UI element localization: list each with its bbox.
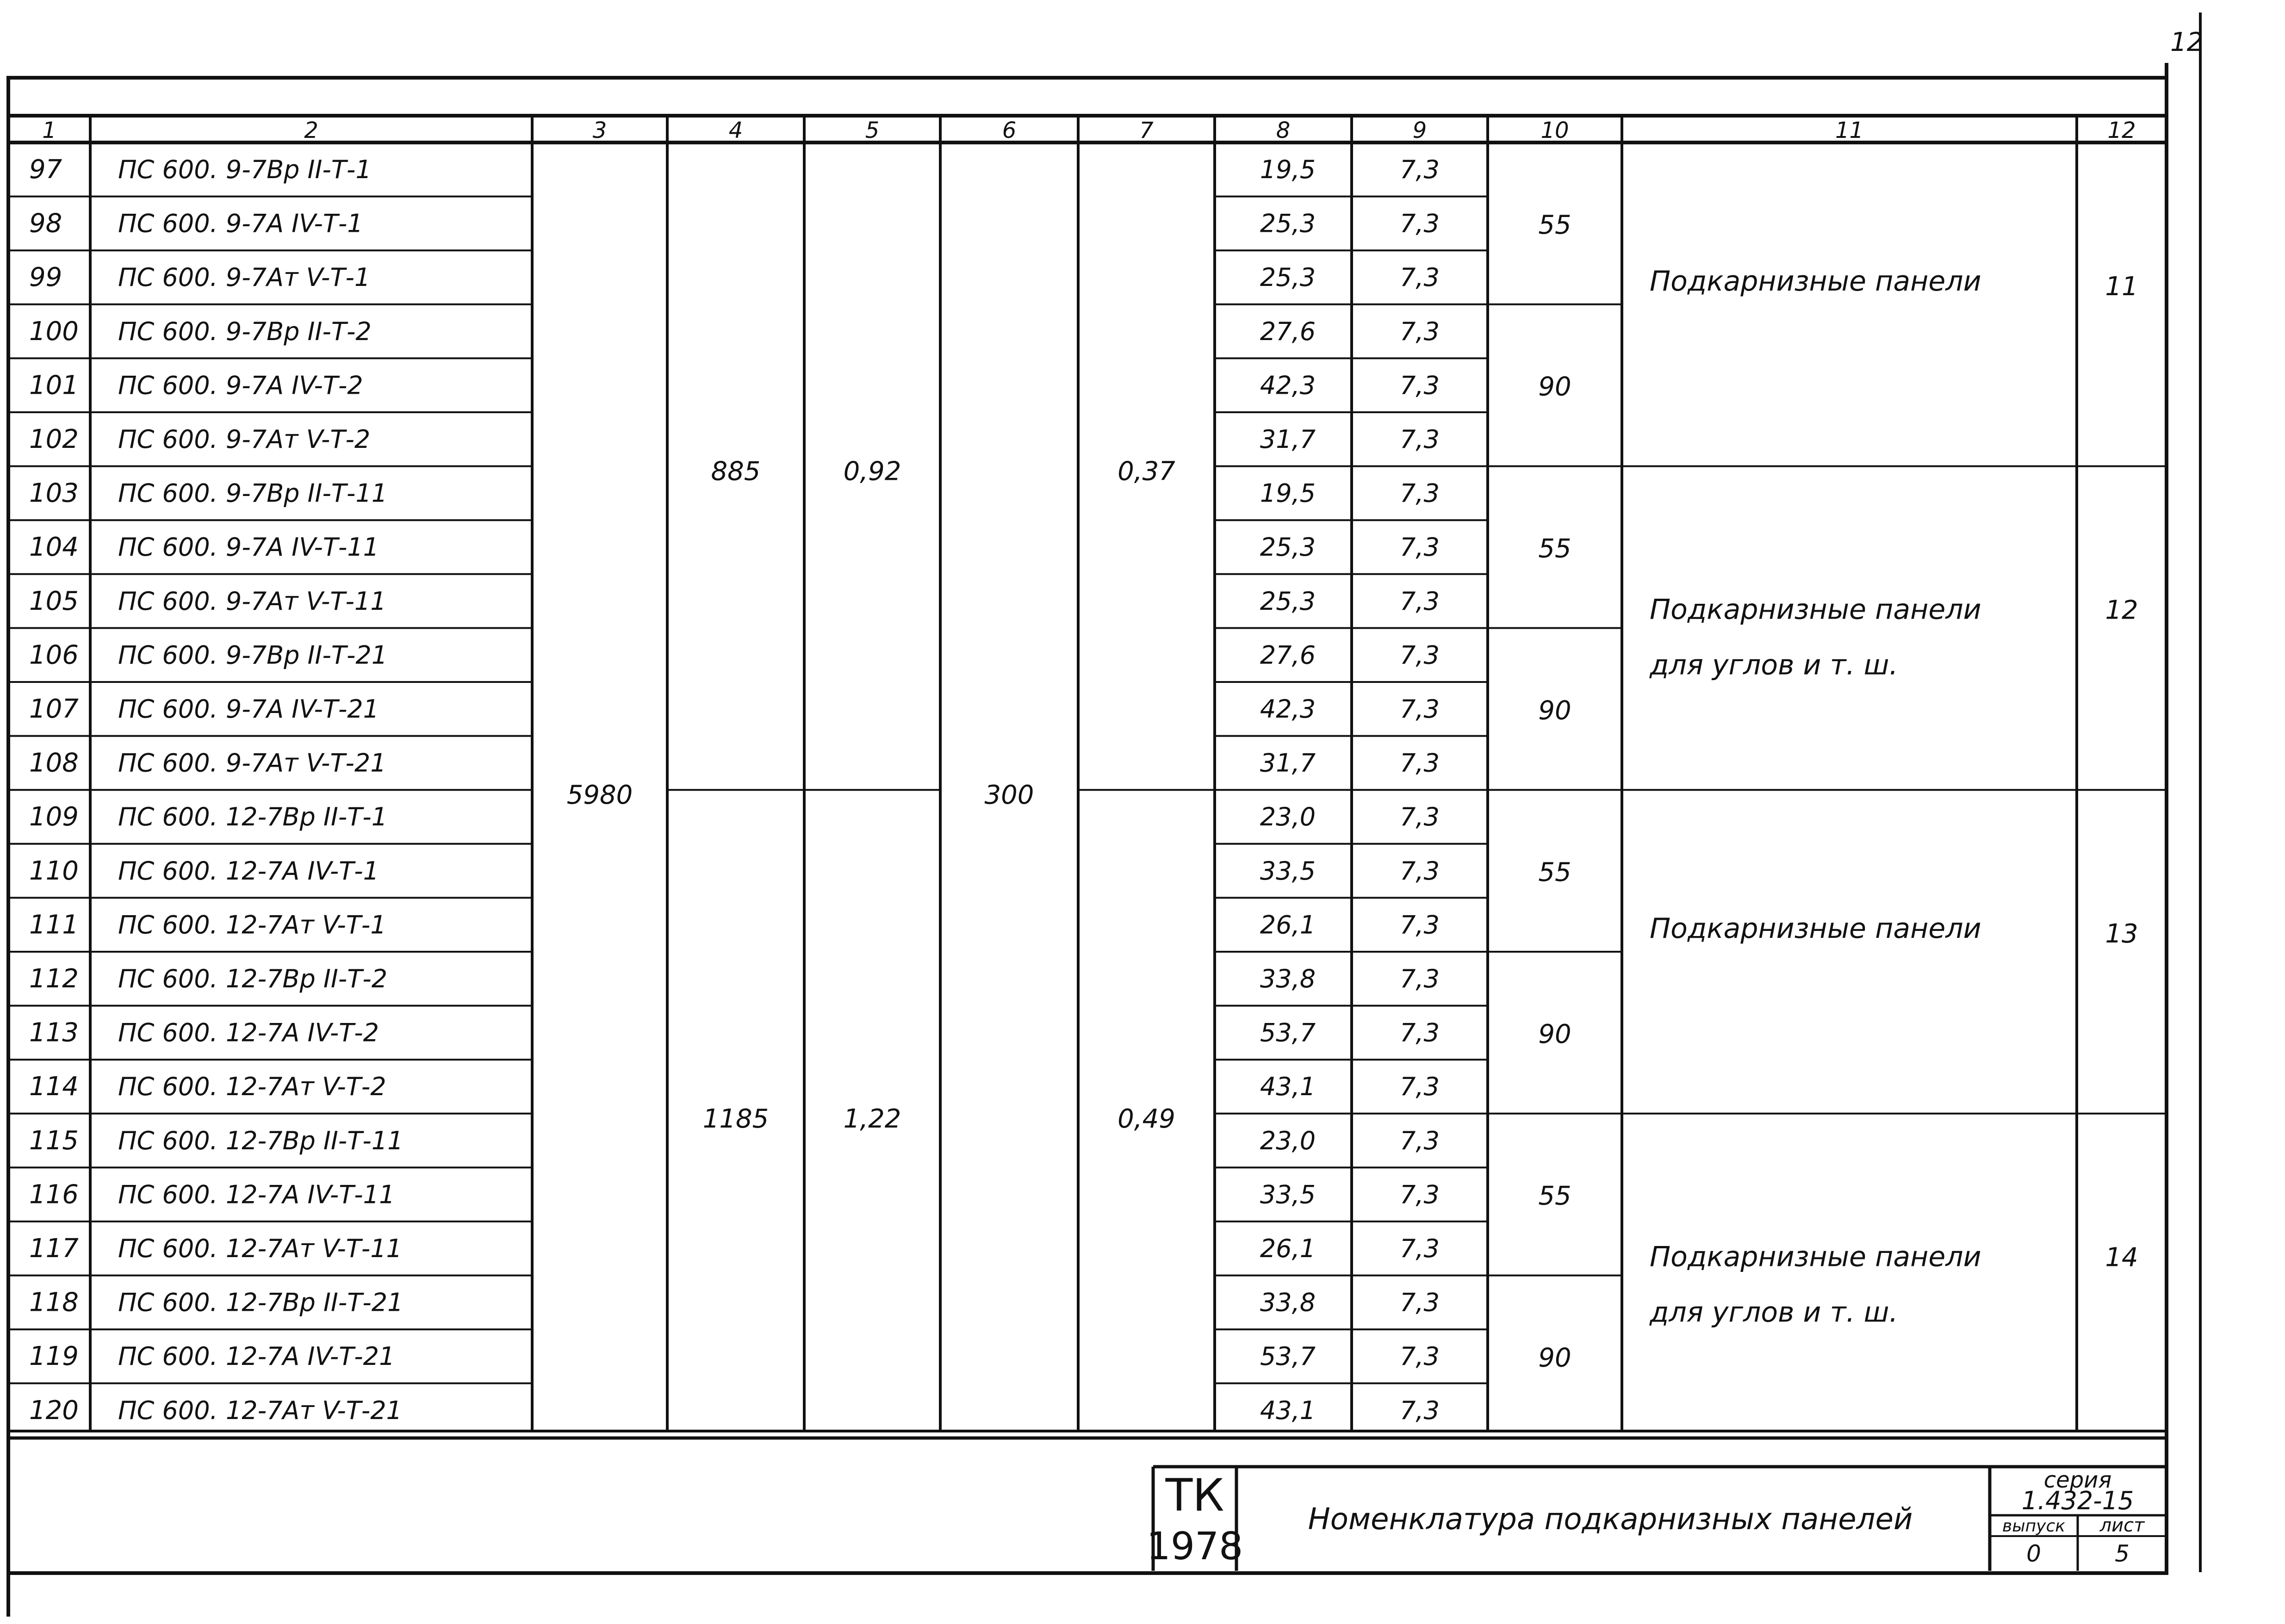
height-value: 300 — [984, 780, 1034, 811]
thickness-value: 7,3 — [1400, 1072, 1440, 1102]
thickness-value: 7,3 — [1400, 748, 1440, 778]
width-value: 885 — [711, 456, 761, 487]
mass-value: 26,1 — [1260, 910, 1316, 940]
row-number: 108 — [29, 748, 79, 778]
thickness-value: 7,3 — [1400, 1126, 1440, 1155]
row-number: 101 — [29, 370, 79, 401]
mass-value: 53,7 — [1260, 1018, 1316, 1048]
panel-designation: ПС 600. 9-7Ат V-Т-11 — [118, 586, 386, 616]
thickness-value: 7,3 — [1400, 1342, 1440, 1371]
sheet-label: лист — [2099, 1515, 2145, 1536]
thickness-value: 7,3 — [1400, 856, 1440, 886]
series-label: серия — [2043, 1467, 2112, 1493]
group-value: 55 — [1538, 857, 1571, 888]
row-number: 118 — [29, 1287, 79, 1318]
thickness-value: 7,3 — [1400, 1018, 1440, 1048]
mass-value: 42,3 — [1260, 371, 1316, 400]
sheet-value: 5 — [2115, 1540, 2130, 1567]
thickness-value: 7,3 — [1400, 155, 1440, 184]
thickness-value: 7,3 — [1400, 478, 1440, 508]
column-header: 4 — [728, 118, 743, 143]
panel-designation: ПС 600. 12-7А IV-Т-11 — [118, 1180, 395, 1209]
panel-designation: ПС 600. 9-7Вр II-Т-11 — [118, 478, 388, 508]
thickness-value: 7,3 — [1400, 1233, 1440, 1263]
mass-value: 23,0 — [1260, 802, 1316, 832]
panel-designation: ПС 600. 12-7А IV-Т-1 — [118, 856, 379, 886]
mass-value: 26,1 — [1260, 1233, 1316, 1263]
column-header: 2 — [304, 118, 318, 143]
panel-designation: ПС 600. 9-7А IV-Т-11 — [118, 533, 379, 562]
column-header: 1 — [42, 118, 56, 143]
column-header: 7 — [1139, 118, 1154, 143]
mass-value: 25,3 — [1260, 263, 1316, 292]
row-number: 98 — [29, 208, 62, 239]
mass-value: 25,3 — [1260, 586, 1316, 616]
mass-value: 27,6 — [1260, 640, 1316, 670]
panel-designation: ПС 600. 12-7Вр II-Т-11 — [118, 1126, 404, 1155]
panel-designation: ПС 600. 12-7Вр II-Т-21 — [118, 1288, 404, 1317]
column-header: 11 — [1835, 118, 1864, 143]
mass-value: 33,5 — [1260, 1180, 1316, 1209]
sheet-reference: 12 — [2105, 595, 2138, 626]
row-number: 99 — [29, 262, 62, 293]
group-value: 90 — [1538, 1019, 1571, 1049]
thickness-value: 7,3 — [1400, 964, 1440, 993]
thickness-value: 7,3 — [1400, 910, 1440, 940]
row-number: 103 — [29, 478, 79, 508]
column-header: 9 — [1412, 118, 1427, 143]
thickness-value: 7,3 — [1400, 209, 1440, 238]
table-contents — [29, 118, 2138, 1426]
panel-designation: ПС 600. 12-7Ат V-Т-21 — [118, 1395, 402, 1425]
panel-designation: ПС 600. 12-7Ат V-Т-1 — [118, 910, 386, 940]
mass-value: 33,8 — [1260, 964, 1316, 993]
series-value: 1.432-15 — [2021, 1486, 2134, 1515]
thickness-value: 7,3 — [1400, 586, 1440, 616]
row-number: 102 — [29, 424, 79, 454]
mass-value: 33,5 — [1260, 856, 1316, 886]
area-value: 1,22 — [843, 1103, 901, 1134]
column-header: 12 — [2107, 118, 2136, 143]
sheet-reference: 11 — [2105, 271, 2138, 302]
page-number: 12 — [2170, 27, 2204, 57]
row-number: 114 — [29, 1072, 79, 1102]
panel-designation: ПС 600. 9-7А IV-Т-21 — [118, 694, 379, 724]
tk-mark: ТК — [1165, 1469, 1224, 1521]
sheet-reference: 14 — [2105, 1242, 2138, 1273]
thickness-value: 7,3 — [1400, 316, 1440, 346]
thickness-value: 7,3 — [1400, 533, 1440, 562]
row-number: 119 — [29, 1341, 79, 1372]
mass-value: 25,3 — [1260, 209, 1316, 238]
row-number: 115 — [29, 1125, 79, 1156]
column-header: 10 — [1540, 118, 1569, 143]
group-value: 90 — [1538, 1343, 1571, 1373]
mass-value: 53,7 — [1260, 1342, 1316, 1371]
sheet-reference: 13 — [2105, 919, 2138, 949]
mass-value: 19,5 — [1260, 478, 1316, 508]
thickness-value: 7,3 — [1400, 694, 1440, 724]
panel-description: Подкарнизные панели — [1650, 912, 1981, 945]
thickness-value: 7,3 — [1400, 263, 1440, 292]
panel-designation: ПС 600. 9-7Вр II-Т-2 — [118, 316, 372, 346]
panel-designation: ПС 600. 12-7А IV-Т-2 — [118, 1018, 379, 1048]
row-number: 116 — [29, 1179, 79, 1210]
volume-value: 0,49 — [1118, 1103, 1175, 1134]
panel-description: для углов и т. ш. — [1650, 649, 1898, 682]
panel-designation: ПС 600. 12-7Ат V-Т-2 — [118, 1072, 386, 1102]
panel-description: Подкарнизные панели — [1650, 265, 1981, 298]
mass-value: 31,7 — [1260, 748, 1316, 778]
thickness-value: 7,3 — [1400, 802, 1440, 832]
area-value: 0,92 — [843, 456, 901, 487]
group-value: 55 — [1538, 533, 1571, 564]
panel-designation: ПС 600. 9-7Ат V-Т-21 — [118, 748, 386, 778]
thickness-value: 7,3 — [1400, 371, 1440, 400]
mass-value: 33,8 — [1260, 1288, 1316, 1317]
panel-designation: ПС 600. 9-7Ат V-Т-1 — [118, 263, 371, 292]
mass-value: 31,7 — [1260, 424, 1316, 454]
row-number: 110 — [29, 855, 79, 886]
group-value: 90 — [1538, 372, 1571, 402]
width-value: 1185 — [702, 1103, 769, 1134]
mass-value: 19,5 — [1260, 155, 1316, 184]
issue-label: выпуск — [2002, 1517, 2066, 1536]
thickness-value: 7,3 — [1400, 1288, 1440, 1317]
thickness-value: 7,3 — [1400, 640, 1440, 670]
mass-value: 23,0 — [1260, 1126, 1316, 1155]
panel-description: Подкарнизные панели — [1650, 593, 1981, 626]
tk-year: 1978 — [1146, 1525, 1243, 1568]
row-number: 113 — [29, 1017, 79, 1048]
row-number: 107 — [29, 694, 79, 724]
document-title: Номенклатура подкарнизных панелей — [1308, 1502, 1913, 1537]
row-number: 104 — [29, 532, 79, 563]
column-header: 8 — [1276, 118, 1291, 143]
mass-value: 25,3 — [1260, 533, 1316, 562]
panel-designation: ПС 600. 9-7Вр II-Т-1 — [118, 155, 372, 184]
panel-designation: ПС 600. 12-7Вр II-Т-1 — [118, 802, 388, 832]
mass-value: 43,1 — [1260, 1395, 1316, 1425]
mass-value: 42,3 — [1260, 694, 1316, 724]
row-number: 105 — [29, 586, 79, 616]
thickness-value: 7,3 — [1400, 1180, 1440, 1209]
group-value: 90 — [1538, 695, 1571, 726]
length-value: 5980 — [566, 780, 633, 811]
thickness-value: 7,3 — [1400, 424, 1440, 454]
row-number: 120 — [29, 1395, 79, 1426]
panel-designation: ПС 600. 9-7Ат V-Т-2 — [118, 424, 371, 454]
row-number: 97 — [29, 154, 62, 185]
row-number: 111 — [29, 910, 79, 940]
panel-designation: ПС 600. 12-7А IV-Т-21 — [118, 1342, 395, 1371]
group-value: 55 — [1538, 210, 1571, 240]
row-number: 109 — [29, 802, 79, 832]
row-number: 100 — [29, 316, 79, 347]
row-number: 117 — [29, 1233, 79, 1264]
row-number: 106 — [29, 640, 79, 670]
issue-value: 0 — [2026, 1540, 2041, 1567]
column-header: 6 — [1002, 118, 1017, 143]
row-number: 112 — [29, 963, 79, 994]
mass-value: 27,6 — [1260, 316, 1316, 346]
panel-designation: ПС 600. 9-7Вр II-Т-21 — [118, 640, 388, 670]
group-value: 55 — [1538, 1181, 1571, 1211]
volume-value: 0,37 — [1118, 456, 1175, 487]
panel-designation: ПС 600. 9-7А IV-Т-1 — [118, 209, 363, 238]
panel-designation: ПС 600. 12-7Вр II-Т-2 — [118, 964, 388, 993]
mass-value: 43,1 — [1260, 1072, 1316, 1102]
column-header: 3 — [592, 118, 607, 143]
thickness-value: 7,3 — [1400, 1395, 1440, 1425]
panel-designation: ПС 600. 12-7Ат V-Т-11 — [118, 1233, 402, 1263]
column-header: 5 — [865, 118, 880, 143]
panel-description: для углов и т. ш. — [1650, 1296, 1898, 1329]
panel-description: Подкарнизные панели — [1650, 1240, 1981, 1273]
panel-designation: ПС 600. 9-7А IV-Т-2 — [118, 371, 363, 400]
